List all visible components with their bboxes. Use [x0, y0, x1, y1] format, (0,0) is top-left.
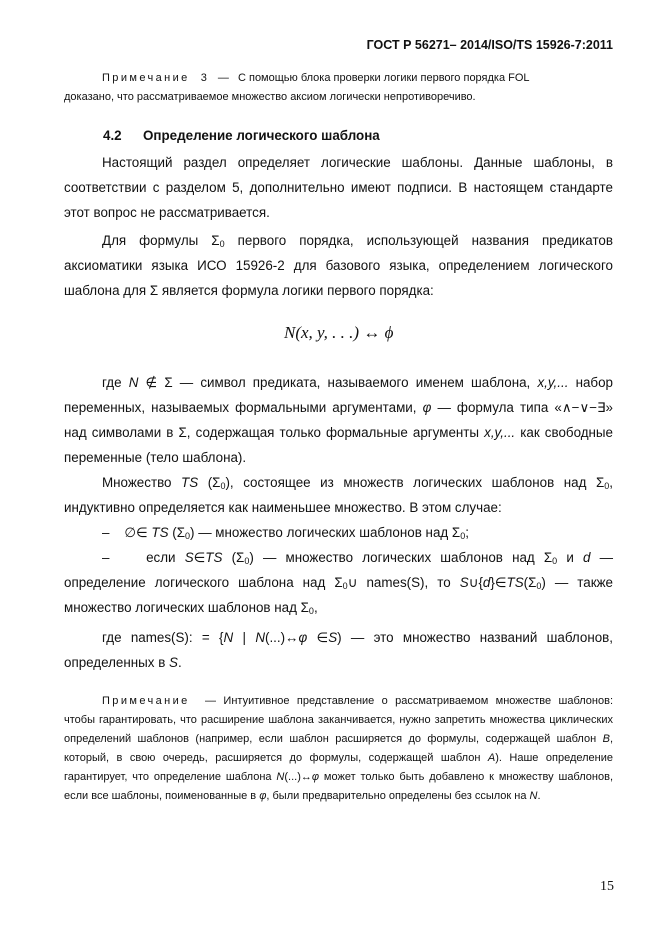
- paragraph-definition: Для формулы $\Sigma_0$ первого порядка, использующей названия предикатов аксиоматики языка ИСО 15926-2 для базового языка, определением логического шаблона для Σ является формула логики первого порядка:: [64, 233, 613, 298]
- section-number: 4.2: [103, 128, 122, 143]
- note-label: Примечание: [102, 695, 190, 707]
- page-number: 15: [600, 879, 614, 894]
- document-header: ГОСТ Р 56271– 2014/ISO/TS 15926-7:2011: [366, 38, 613, 52]
- note-3: [64, 69, 613, 107]
- list-item-empty-set: – ∅∈ TS $(\Sigma_0)$ — множество логических шаблонов над $\Sigma_0$;: [102, 525, 469, 541]
- paragraph-intro: Настоящий раздел определяет логические шаблоны. Данные шаблоны, в соответствии с разделом 5, дополнительно имеют подписи. В настоящем стандарте этот вопрос не рассматривается.: [64, 155, 613, 220]
- list-item-if-s: – если S∈TS $(\Sigma_0)$ — множество логических шаблонов над $\Sigma_0$ и d — определение логического шаблона над $\Sigma_0\cup$ names(S), то $S\cup\{d\}\in TS(\Sigma_0)$ — также множество логических шаблонов над $\Sigma_0$,: [64, 550, 613, 616]
- section-heading: [103, 128, 380, 143]
- note-intuition: Примечание — Интуитивное представление о рассматриваемом множестве шаблонов: чтобы гарантировать, что расширение шаблона заканчивается, нужно запретить множества циклических определений шаблонов (например, если шаблон расширяется до формулы, содержащей шаблон B, который, в свою очередь, расширяется до формулы, содержащей шаблон A). Наше определение гарантирует, что определение шаблона N(...)↔φ может только быть добавлено к множеству шаблонов, если все шаблоны, поименованные в φ, были предварительно определены без ссылок на N.: [64, 695, 614, 802]
- template-formula: N(x, y, . . .) ↔ ϕ: [284, 323, 394, 342]
- note-number: 3: [200, 72, 207, 84]
- note-text-line2: доказано, что рассматриваемое множество аксиом логически непротиворечиво.: [64, 91, 476, 103]
- note-dash: —: [217, 72, 229, 84]
- paragraph-names: где names(S): = {N | N(...)↔φ ∈S) — это множество названий шаблонов, определенных в S.: [64, 630, 613, 670]
- paragraph-where: где N ∉ Σ — символ предиката, называемого именем шаблона, x,y,... набор переменных, называемых формальными аргументами, φ — формула типа «∧−∨−∃» над символами в Σ, содержащая только формальные аргументы x,y,... как свободные переменные (тело шаблона).: [64, 375, 613, 465]
- note-label: Примечание: [102, 72, 190, 84]
- note-text-line1: С помощью блока проверки логики первого порядка FOL: [237, 72, 530, 84]
- paragraph-set: Множество TS $(\Sigma_0)$, состоящее из множеств логических шаблонов над $\Sigma_0$, индуктивно определяется как наименьшее множество. В этом случае:: [64, 475, 613, 515]
- section-title: Определение логического шаблона: [143, 128, 380, 143]
